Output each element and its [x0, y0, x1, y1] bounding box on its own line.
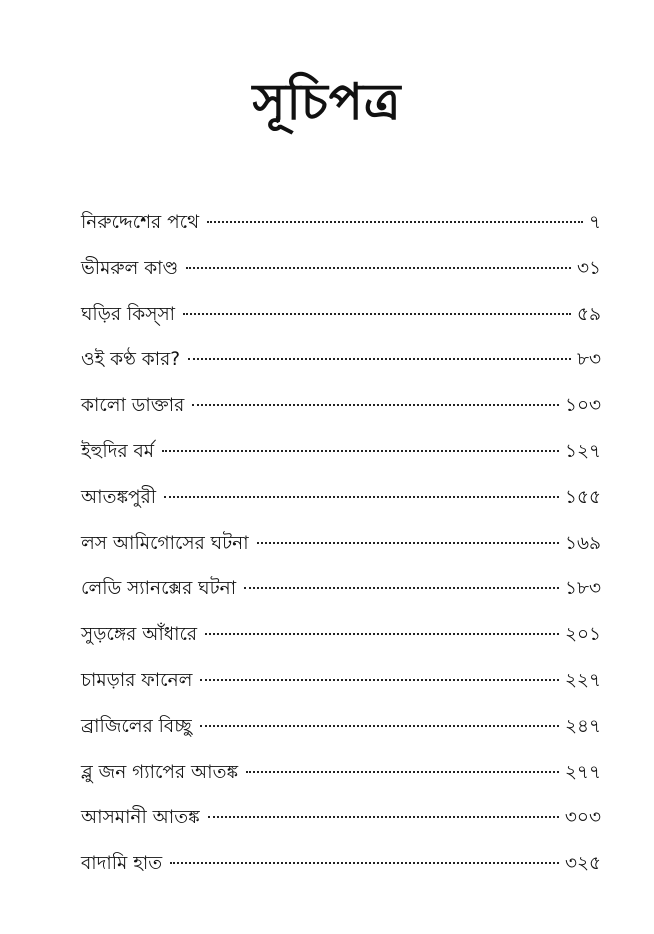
toc-entry-title: ঘড়ির কিস্সা [81, 303, 176, 325]
toc-entry-title: লস আমিগোসের ঘটনা [81, 532, 249, 554]
toc-entry [81, 475, 601, 521]
toc-entry-page-number: ২০১ [564, 624, 601, 646]
dot-leader [205, 633, 559, 635]
toc-entry-page-number: ৫৯ [576, 303, 601, 325]
toc-entry-title: লেডি স্যানক্সের ঘটনা [81, 578, 237, 600]
toc-entry [81, 750, 601, 796]
toc-entry [81, 521, 601, 567]
toc-entry-title: ওই কণ্ঠ কার? [81, 349, 181, 371]
toc-entry-page-number: ৩০৩ [564, 807, 601, 829]
dot-leader [244, 587, 559, 589]
toc-entry-page-number: ২২৭ [564, 669, 601, 691]
toc-entry-page-number: ২৭৭ [564, 761, 601, 783]
toc-entry-page-number: ৮৩ [576, 349, 601, 371]
dot-leader [200, 679, 559, 681]
toc-entry-page-number: ১৮৩ [564, 578, 601, 600]
toc-entry [81, 841, 601, 887]
page-title: সূচিপত্র [252, 73, 402, 131]
toc-entry-title: ইহুদির বর্ম [81, 440, 155, 462]
toc-entry [81, 383, 601, 429]
dot-leader [164, 496, 559, 498]
toc-entry [81, 566, 601, 612]
toc-entry-page-number: ১৬৯ [564, 532, 601, 554]
toc-entry [81, 704, 601, 750]
toc-entry-page-number: ৩১ [576, 257, 601, 279]
toc-entry [81, 795, 601, 841]
toc-entry [81, 292, 601, 338]
toc-entry-title: সুড়ঙ্গের আঁধারে [81, 624, 198, 646]
toc-entry-page-number: ৩২৫ [564, 853, 601, 875]
toc-entry-page-number: ১০৩ [564, 395, 601, 417]
toc-entry [81, 337, 601, 383]
dot-leader [208, 816, 559, 818]
toc-entry-title: বাদামি হাত [81, 853, 163, 875]
toc-entry-title: আসমানী আতঙ্ক [81, 807, 200, 829]
toc-entry-title: ভীমরুল কাণ্ড [81, 257, 179, 279]
dot-leader [207, 221, 583, 223]
toc-entry-page-number: ১৫৫ [564, 486, 601, 508]
toc-entry [81, 658, 601, 704]
dot-leader [188, 358, 571, 360]
toc-entry-page-number: ১২৭ [564, 440, 601, 462]
toc-entry-title: চামড়ার ফানেল [81, 669, 193, 691]
toc-entry-page-number: ৭ [588, 212, 601, 233]
dot-leader [200, 725, 559, 727]
toc-entry [81, 429, 601, 475]
toc-entry [81, 200, 601, 246]
toc-entry-title: ব্লু জন গ্যাপের আতঙ্ক [81, 761, 239, 783]
dot-leader [257, 542, 559, 544]
dot-leader [162, 450, 559, 452]
toc-entry [81, 612, 601, 658]
dot-leader [170, 862, 559, 864]
toc-entry-title: নিরুদ্দেশের পথে [81, 212, 200, 233]
dot-leader [183, 313, 571, 315]
dot-leader [186, 267, 571, 269]
table-of-contents [81, 200, 601, 887]
dot-leader [246, 771, 559, 773]
toc-entry [81, 246, 601, 292]
toc-entry-title: ব্রাজিলের বিচ্ছু [81, 715, 192, 737]
toc-entry-page-number: ২৪৭ [564, 715, 601, 737]
toc-entry-title: আতঙ্কপুরী [81, 486, 157, 508]
toc-entry-title: কালো ডাক্তার [81, 395, 185, 417]
dot-leader [192, 404, 559, 406]
